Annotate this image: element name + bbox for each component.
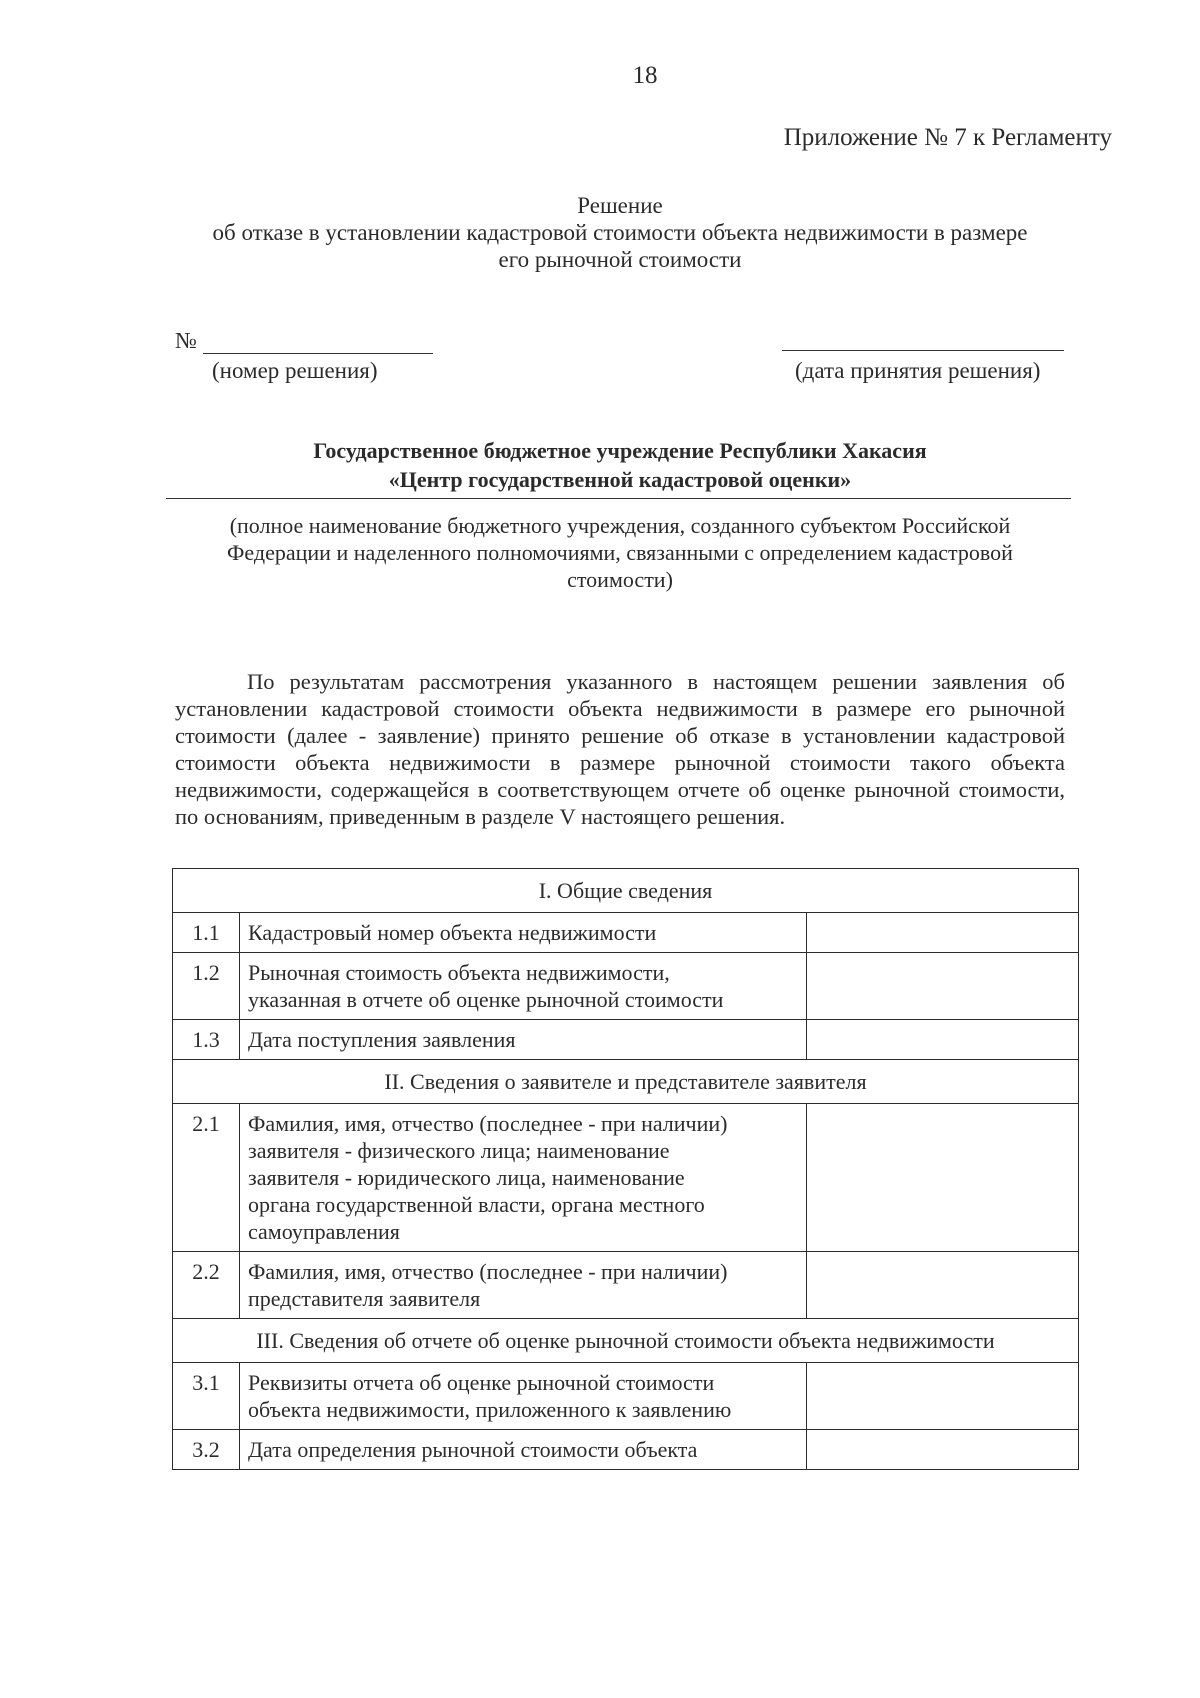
row-label-market-value: [240, 953, 807, 1020]
decision-body-paragraph: По результатам рассмотрения указанного в настоящем решении заявления об установлении кадастровой стоимости объекта недвижимости в размере его рыночной стоимости (далее - заявление) принято решение об отказе в установлении кадастровой стоимости объекта недвижимости в размере рыночной стоимости такого объекта недвижимости, содержащейся в соответствующем отчете об оценке рыночной стоимости, по основаниям, приведенным в разделе V настоящего решения.: [175, 669, 1065, 829]
organization-caption-line-2: Федерации и наделенного полномочиями, связанными с определением кадастровой: [227, 540, 1013, 565]
table-row: [173, 953, 1079, 1020]
number-sign: №: [175, 328, 197, 353]
row-label-report-details: [240, 1363, 807, 1430]
table-row: [173, 1363, 1079, 1430]
row-label-valuation-date: Дата определения рыночной стоимости объекта: [240, 1430, 807, 1470]
table-section-row: [173, 1060, 1079, 1104]
organization-caption-line-1: (полное наименование бюджетного учреждения, созданного субъектом Российской: [229, 513, 1011, 538]
row-value-market-value: [807, 953, 1079, 1020]
row-number: 3.2: [173, 1430, 240, 1470]
table-section-row: [173, 869, 1079, 913]
row-number: 2.2: [173, 1252, 240, 1319]
row-value-report-details: [807, 1363, 1079, 1430]
row-number: 2.1: [173, 1104, 240, 1252]
label-line: заявителя - физического лица; наименование: [248, 1138, 670, 1163]
table-row: [173, 1252, 1079, 1319]
organization-line-1: Государственное бюджетное учреждение Республики Хакасия: [313, 438, 927, 463]
decision-date-caption: (дата принятия решения): [795, 358, 1041, 383]
label-line: Рыночная стоимость объекта недвижимости,: [248, 960, 670, 985]
decision-number-line: [203, 331, 433, 354]
label-line: объекта недвижимости, приложенного к заявлению: [248, 1397, 732, 1422]
decision-date-line: [782, 350, 1064, 351]
row-number: 1.1: [173, 913, 240, 953]
decision-table: [172, 868, 1079, 1470]
label-line: представителя заявителя: [248, 1286, 481, 1311]
decision-number-field: [175, 328, 433, 354]
row-value-representative: [807, 1252, 1079, 1319]
row-value-application-date: [807, 1020, 1079, 1060]
appendix-reference: Приложение № 7 к Регламенту: [783, 124, 1112, 151]
section-general-info: I. Общие сведения: [173, 869, 1079, 913]
label-line: органа государственной власти, органа местного: [248, 1192, 705, 1217]
row-value-cadastral-number: [807, 913, 1079, 953]
row-label-application-date: Дата поступления заявления: [240, 1020, 807, 1060]
row-number: 3.1: [173, 1363, 240, 1430]
title-line-3: его рыночной стоимости: [498, 247, 742, 272]
label-line: указанная в отчете об оценке рыночной стоимости: [248, 987, 724, 1012]
section-applicant-info: II. Сведения о заявителе и представителе заявителя: [173, 1060, 1079, 1104]
table-section-row: [173, 1319, 1079, 1363]
organization-caption: [170, 512, 1070, 593]
table-row: [173, 1020, 1079, 1060]
organization-line-2: «Центр государственной кадастровой оценки»: [388, 467, 852, 492]
row-label-representative: [240, 1252, 807, 1319]
decision-number-caption: (номер решения): [212, 358, 378, 383]
row-label-applicant: [240, 1104, 807, 1252]
row-number: 1.2: [173, 953, 240, 1020]
organization-underline: [166, 498, 1071, 499]
title-line-1: Решение: [577, 193, 663, 218]
table-row: [173, 1430, 1079, 1470]
section-report-info: III. Сведения об отчете об оценке рыночной стоимости объекта недвижимости: [173, 1319, 1079, 1363]
row-value-applicant: [807, 1104, 1079, 1252]
label-line: самоуправления: [248, 1219, 400, 1244]
title-line-2: об отказе в установлении кадастровой стоимости объекта недвижимости в размере: [212, 220, 1028, 245]
table-row: [173, 1104, 1079, 1252]
organization-name: [160, 436, 1080, 494]
page-number: 18: [632, 62, 658, 89]
organization-caption-line-3: стоимости): [567, 567, 673, 592]
row-label-cadastral-number: Кадастровый номер объекта недвижимости: [240, 913, 807, 953]
label-line: Фамилия, имя, отчество (последнее - при наличии): [248, 1259, 728, 1284]
row-value-valuation-date: [807, 1430, 1079, 1470]
document-title: [140, 192, 1100, 273]
row-number: 1.3: [173, 1020, 240, 1060]
label-line: заявителя - юридического лица, наименование: [248, 1165, 685, 1190]
label-line: Реквизиты отчета об оценке рыночной стоимости: [248, 1370, 715, 1395]
label-line: Фамилия, имя, отчество (последнее - при наличии): [248, 1111, 728, 1136]
table-row: [173, 913, 1079, 953]
